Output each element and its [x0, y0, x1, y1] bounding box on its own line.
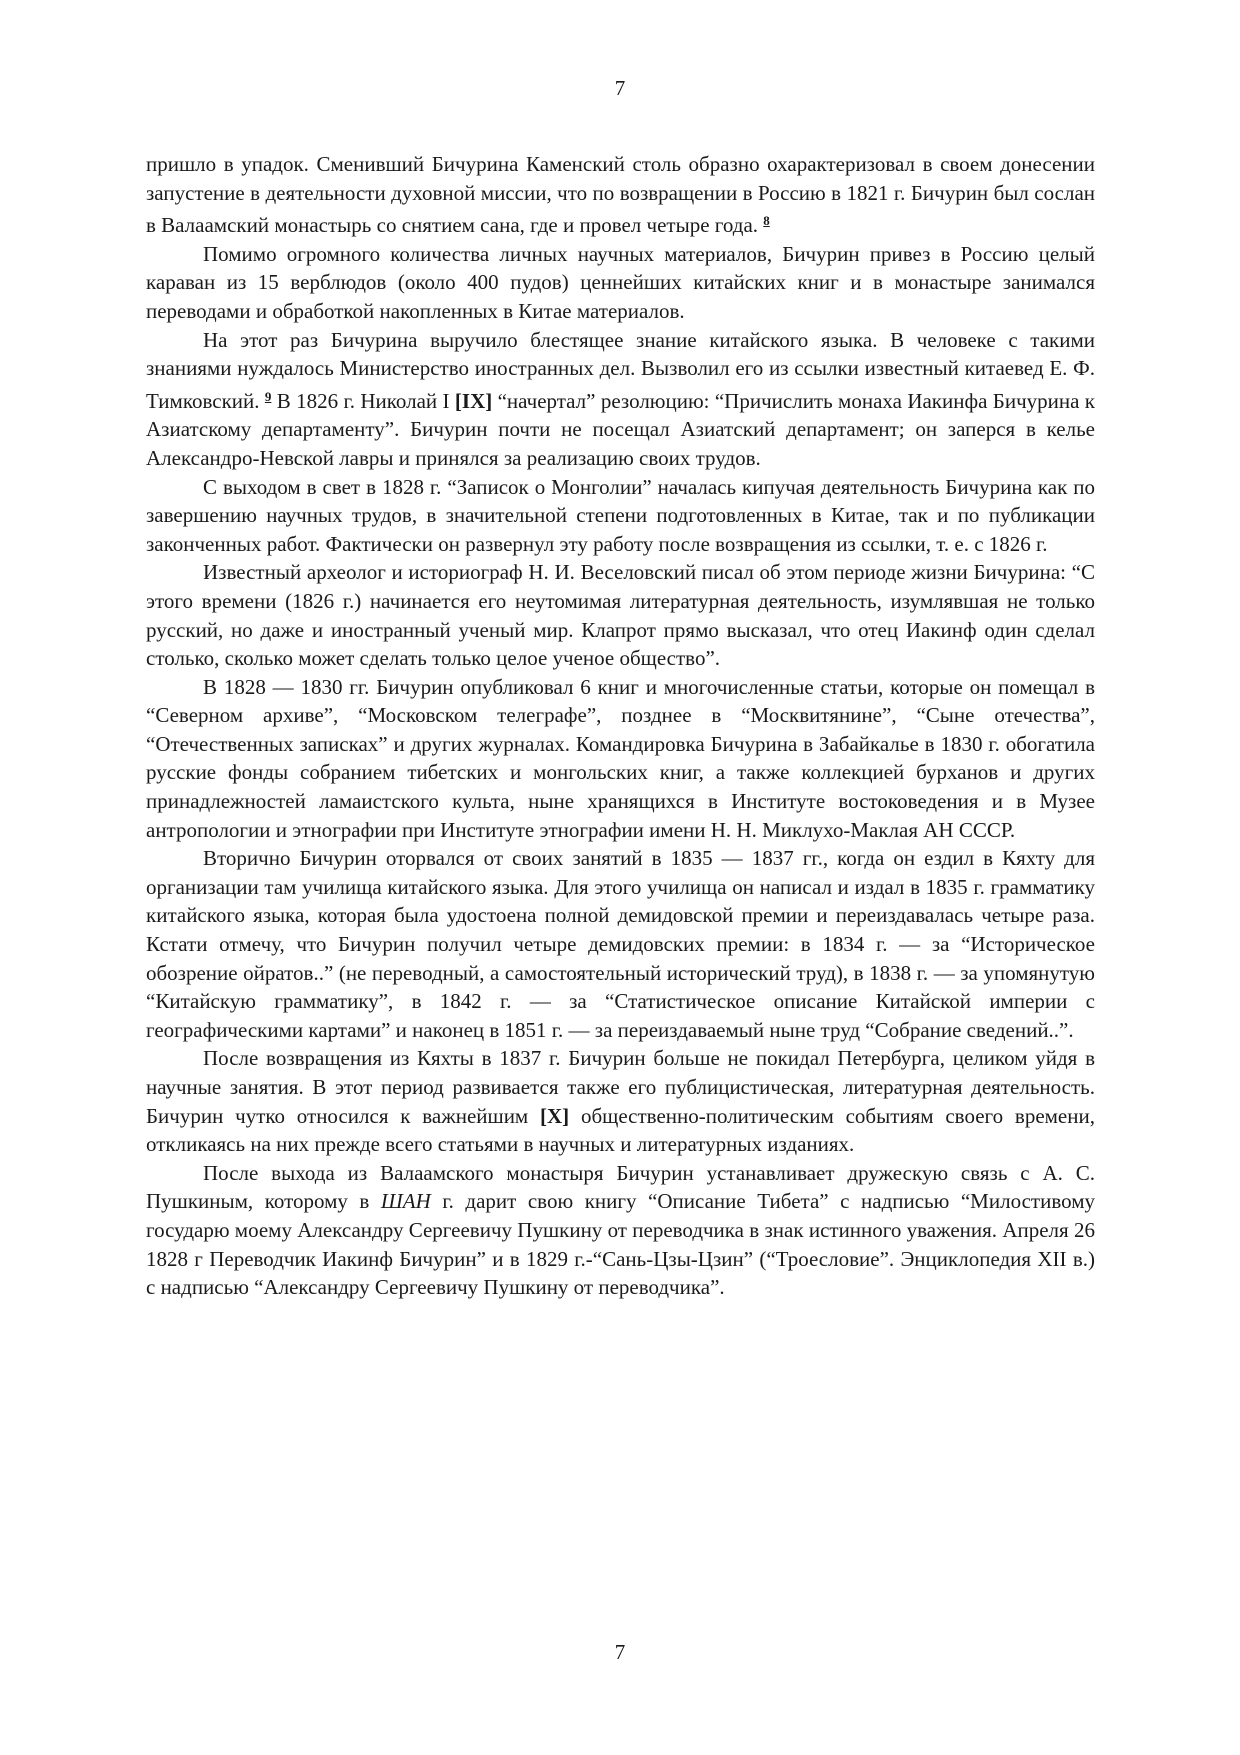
page-marker-ix: [IX]	[454, 388, 493, 413]
paragraph-5: Известный археолог и историограф Н. И. Веселовский писал об этом периоде жизни Бичурина: “С этого времени (1826 г.) начинается его неутомимая литературная деятельность, изумлявшая не только русский, но даже и иностранный ученый мир. Клапрот прямо высказал, что отец Иакинф один сделал столько, сколько может сделать только целое ученое общество”.	[146, 560, 1095, 671]
paragraph-1	[146, 150, 1095, 240]
paragraph-9-italic: ШАН	[380, 1189, 431, 1214]
body-text	[146, 150, 1095, 1302]
paragraph-4: С выходом в свет в 1828 г. “Записок о Монголии” началась кипучая деятельность Бичурина как по завершению научных трудов, в значительной степени подготовленных в Китае, так и по публикации законченных работ. Фактически он развернул эту работу после возвращения из ссылки, т. е. с 1826 г.	[146, 474, 1095, 556]
paragraph-9-text-a: После выхода из Валаамского монастыря Бичурин устанавливает дружескую связь с А. С. Пушкиным, которому в	[146, 1160, 1095, 1214]
paragraph-3-text-c: “начертал” резолюцию: “Причислить монаха Иакинфа Бичурина к Азиатскому департаменту”. Бичурин почти не посещал Азиатский департамент; он заперся в келье Александро-Невской лавры и принялся за реализацию своих трудов.	[146, 388, 1096, 470]
paragraph-9-text-b: г. дарит свою книгу “Описание Тибета” с надписью “Милостивому государю моему Александру Сергеевичу Пушкину от переводчика в знак истинного уважения. Апреля 26 1828 г Переводчик Иакинф Бичурин” и в 1829 г.-“Сань-Цзы-Цзин” (“Троесловие”. Энциклопедия XII в.) с надписью “Александру Сергеевичу Пушкину от переводчика”.	[146, 1189, 1095, 1300]
paragraph-6: В 1828 — 1830 гг. Бичурин опубликовал 6 книг и многочисленные статьи, которые он помещал в “Северном архиве”, “Московском телеграфе”, позднее в “Москвитянине”, “Сыне отечества”, “Отечественных записках” и других журналах. Командировка Бичурина в Забайкалье в 1830 г. обогатила русские фонды собранием тибетских и монгольских книг, а также коллекцией бурханов и других принадлежностей ламаистского культа, ныне хранящихся в Институте востоковедения и в Музее антропологии и этнографии при Институте этнографии имени Н. Н. Миклухо-Маклая АН СССР.	[146, 674, 1095, 842]
footnote-8-link[interactable]: 8	[763, 213, 770, 229]
page-marker-x: [X]	[540, 1103, 570, 1128]
paragraph-7: Вторично Бичурин оторвался от своих занятий в 1835 — 1837 гг., когда он ездил в Кяхту для организации там училища китайского языка. Для этого училища он написал и издал в 1835 г. грамматику китайского языка, которая была удостоена полной демидовской премии и переиздавалась четыре раза. Кстати отмечу, что Бичурин получил четыре демидовских премии: в 1834 г. — за “Историческое обозрение ойратов..” (не переводный, а самостоятельный исторический труд), в 1838 г. — за упомянутую “Китайскую грамматику”, в 1842 г. — за “Статистическое описание Китайской империи с географическими картами” и наконец в 1851 г. — за переиздаваемый ныне труд “Собрание сведений..”.	[146, 846, 1095, 1042]
paragraph-3	[146, 326, 1095, 473]
paragraph-8	[146, 1044, 1095, 1158]
page-number-bottom: 7	[614, 1640, 626, 1664]
paragraph-9	[146, 1159, 1095, 1302]
paragraph-3-text-a: На этот раз Бичурина выручило блестящее знание китайского языка. В человеке с такими знаниями нуждалось Министерство иностранных дел. Вызволил его из ссылки известный китаевед Е. Ф. Тимковский.	[146, 327, 1095, 413]
page-number-top: 7	[614, 76, 626, 100]
paragraph-2: Помимо огромного количества личных научных материалов, Бичурин привез в Россию целый караван из 15 верблюдов (около 400 пудов) ценнейших китайских книг и в монастыре занимался переводами и обработкой накопленных в Китае материалов.	[146, 241, 1095, 323]
paragraph-8-text-b: общественно-политическим событиям своего времени, откликаясь на них прежде всего статьями в научных и литературных изданиях.	[146, 1103, 1095, 1157]
paragraph-3-text-b: В 1826 г. Николай I	[271, 388, 455, 413]
footnote-9-link[interactable]: 9	[264, 388, 272, 404]
paragraph-1-text: пришло в упадок. Сменивший Бичурина Каменский столь образно охарактеризовал в своем донесении запустение в деятельности духовной миссии, что по возвращении в Россию в 1821 г. Бичурин был сослан в Валаамский монастырь со снятием сана, где и провел четыре года.	[146, 152, 1095, 238]
paragraph-8-text-a: После возвращения из Кяхты в 1837 г. Бичурин больше не покидал Петербурга, целиком уйдя в научные занятия. В этот период развивается также его публицистическая, литературная деятельность. Бичурин чутко относился к важнейшим	[146, 1046, 1095, 1128]
